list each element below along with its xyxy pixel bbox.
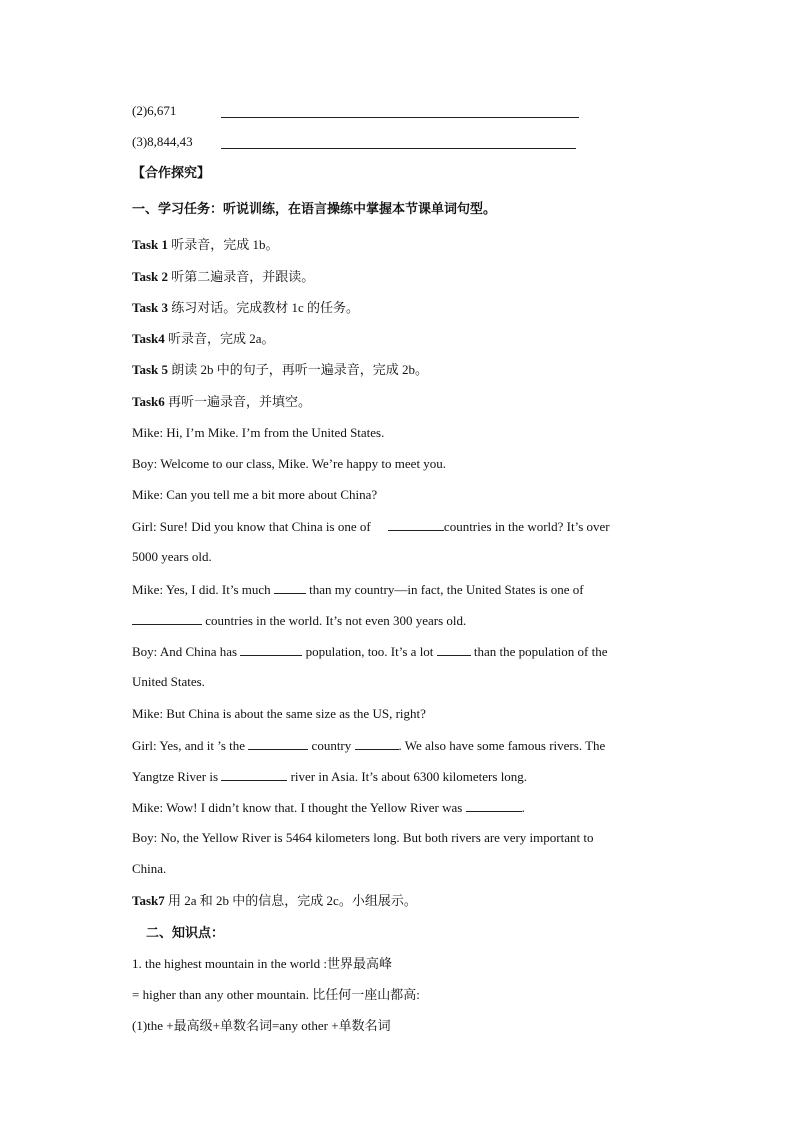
number-item-3: (3)8,844,43: [132, 134, 193, 149]
task-3: Task 3 练习对话。完成教材 1c 的任务。: [132, 300, 360, 315]
fill-blank[interactable]: [274, 581, 306, 594]
fill-blank[interactable]: [355, 737, 399, 750]
answer-line-2: [221, 117, 579, 118]
dialogue-line: Boy: And China has population, too. It’s a lot than the population of the: [132, 644, 608, 659]
dialogue-line: Mike: Can you tell me a bit more about China?: [132, 487, 378, 502]
dialogue-line: Mike: But China is about the same size as the US, right?: [132, 706, 426, 721]
dialogue-line: Boy: Welcome to our class, Mike. We’re happy to meet you.: [132, 456, 447, 471]
dialogue-line: Mike: Wow! I didn’t know that. I thought the Yellow River was .: [132, 800, 525, 815]
dialogue-line: Boy: No, the Yellow River is 5464 kilometers long. But both rivers are very important to: [132, 830, 594, 845]
dialogue-line: countries in the world. It’s not even 300 years old.: [132, 612, 466, 629]
fill-blank[interactable]: [437, 643, 471, 656]
task-1: Task 1 听录音，完成 1b。: [132, 237, 279, 252]
fill-blank[interactable]: [221, 768, 287, 781]
fill-blank[interactable]: [240, 643, 302, 656]
part2-title: 二、知识点：: [146, 925, 225, 940]
dialogue-line: Girl: Sure! Did you know that China is one of countries in the world? It’s over: [132, 519, 610, 534]
fill-blank[interactable]: [248, 737, 308, 750]
task-5: Task 5 朗读 2b 中的句子，再听一遍录音，完成 2b。: [132, 362, 429, 377]
section-title: 【合作探究】: [132, 165, 211, 180]
dialogue-line: Mike: Yes, I did. It’s much than my country—in fact, the United States is one of: [132, 582, 584, 597]
task-7: Task7 用 2a 和 2b 中的信息，完成 2c。小组展示。: [132, 893, 417, 908]
knowledge-point: (1)the +最高级+单数名词=any other +单数名词: [132, 1018, 391, 1033]
task-2: Task 2 听第二遍录音，并跟读。: [132, 269, 315, 284]
fill-blank[interactable]: [388, 518, 444, 531]
knowledge-point: = higher than any other mountain. 比任何一座山都高:: [132, 987, 420, 1002]
dialogue-line: 5000 years old.: [132, 549, 212, 564]
dialogue-line: Yangtze River is river in Asia. It’s about 6300 kilometers long.: [132, 769, 528, 784]
dialogue-line: Mike: Hi, I’m Mike. I’m from the United States.: [132, 425, 385, 440]
dialogue-line: Girl: Yes, and it ’s the country . We also have some famous rivers. The: [132, 738, 606, 753]
task-4: Task4 听录音，完成 2a。: [132, 331, 275, 346]
knowledge-point: 1. the highest mountain in the world :世界最高峰: [132, 956, 392, 971]
answer-line-3: [221, 148, 576, 149]
dialogue-line: United States.: [132, 674, 205, 689]
fill-blank[interactable]: [466, 799, 522, 812]
task-6: Task6 再听一遍录音，并填空。: [132, 394, 312, 409]
part1-title: 一、学习任务：听说训练，在语言操练中掌握本节课单词句型。: [132, 201, 497, 216]
number-item-2: (2)6,671: [132, 103, 177, 118]
fill-blank[interactable]: [132, 612, 202, 625]
dialogue-line: China.: [132, 861, 167, 876]
